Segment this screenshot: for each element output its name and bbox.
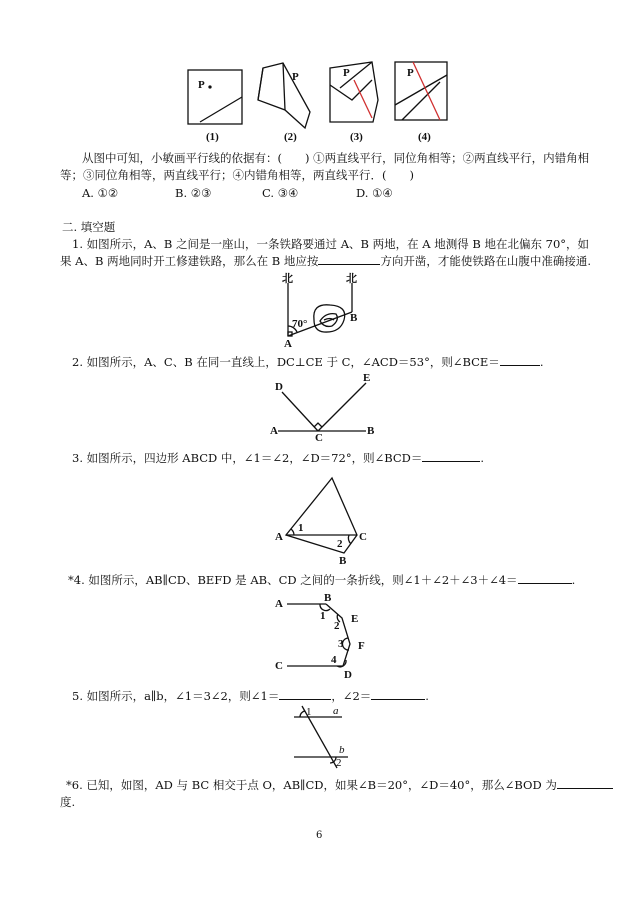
q1-line-1: 1. 如图所示，A、B 之间是一座山，一条铁路要通过 A、B 两地，在 A 地测得 B 地在北偏东 70°，如 — [72, 237, 590, 251]
q4-point-e: E — [351, 613, 359, 625]
q1-line-2-pre: 果 A、B 两地同时开工修建铁路，那么在 B 地应按 — [60, 254, 319, 268]
q2-text-pre: 2. 如图所示，A、C、B 在同一直线上，DC⊥CE 于 C，∠ACD＝53°，则∠BCE＝ — [72, 355, 500, 369]
q5-line-a: a — [333, 705, 339, 717]
option-d: D. ①④ — [356, 186, 393, 200]
fold-3-point-label: P — [343, 67, 350, 79]
q3-point-b: B — [339, 555, 347, 567]
q4-point-b: B — [324, 592, 332, 604]
q5-line-b: b — [339, 744, 345, 756]
q2-point-c: C — [315, 432, 323, 444]
fold-1-point-label: P — [198, 79, 205, 91]
q4-angle-4: 4 — [331, 654, 337, 666]
intro-line-2: 等；③同位角相等，两直线平行；④内错角相等，两直线平行．( ) — [60, 168, 414, 182]
q2-text-post: . — [539, 355, 544, 369]
q1-north-label-a: 北 — [282, 273, 293, 285]
q3-point-a: A — [275, 531, 283, 543]
q1-angle-label: 70° — [292, 318, 308, 330]
intro-line-1: 从图中可知，小敏画平行线的依据有：( ) ①两直线平行，同位角相等；②两直线平行，内错角相 — [82, 151, 590, 165]
q6-answer-blank[interactable] — [557, 777, 613, 789]
q4-text-pre: *4. 如图所示，AB∥CD、BEFD 是 AB、CD 之间的一条折线，则∠1＋∠2＋∠3＋∠4＝ — [68, 573, 518, 587]
q4-angle-3: 3 — [338, 638, 344, 650]
q3-text-post: . — [480, 451, 485, 465]
page-number: 6 — [316, 830, 323, 841]
q4-text-post: . — [571, 573, 576, 587]
q1-line-2-post: 方向开凿，才能使铁路在山腹中准确接通. — [380, 254, 591, 268]
q5-text-b: ，∠2＝ — [331, 689, 372, 703]
q5-text-post: . — [425, 689, 429, 703]
q6-line-1 — [66, 777, 613, 793]
option-c: C. ③④ — [262, 186, 299, 200]
q4-point-d: D — [344, 669, 352, 681]
fold-caption-4: (4) — [418, 131, 431, 143]
q2-point-e: E — [363, 372, 371, 384]
q3-angle-2: 2 — [337, 538, 343, 550]
q2-point-b: B — [367, 425, 375, 437]
q1-north-label-b: 北 — [346, 273, 357, 285]
q1-point-a: A — [284, 338, 292, 350]
option-a: A. ①② — [82, 186, 119, 200]
q3-point-c: C — [359, 531, 367, 543]
q3-angle-1: 1 — [298, 522, 304, 534]
fold-4-point-label: P — [407, 67, 414, 79]
option-b: B. ②③ — [175, 186, 212, 200]
q3-text-pre: 3. 如图所示，四边形 ABCD 中，∠1＝∠2，∠D＝72°，则∠BCD＝ — [72, 451, 423, 465]
q1-point-b: B — [350, 312, 358, 324]
q2-point-d: D — [275, 381, 283, 393]
q2-point-a: A — [270, 425, 278, 437]
fold-caption-1: (1) — [206, 131, 219, 143]
q4-point-c: C — [275, 660, 283, 672]
q6-line-2: 度. — [60, 795, 76, 809]
q4-point-a: A — [275, 598, 283, 610]
q4-angle-1: 1 — [320, 610, 326, 622]
q5-angle-2: 2 — [336, 757, 342, 769]
section-title: 二. 填空题 — [62, 220, 116, 234]
q5-text-a: 5. 如图所示，a∥b，∠1＝3∠2，则∠1＝ — [72, 689, 280, 703]
q4-angle-2: 2 — [334, 620, 340, 632]
fold-2-point-label: P — [292, 71, 299, 83]
q4-point-f: F — [358, 640, 365, 652]
q6-line-1-pre: *6. 已知，如图，AD 与 BC 相交于点 O，AB∥CD，如果∠B＝20°，∠D＝40°，那么∠BOD 为 — [66, 778, 557, 792]
q5-angle-1: 1 — [306, 706, 312, 718]
fold-caption-2: (2) — [284, 131, 297, 143]
fold-caption-3: (3) — [350, 131, 363, 143]
